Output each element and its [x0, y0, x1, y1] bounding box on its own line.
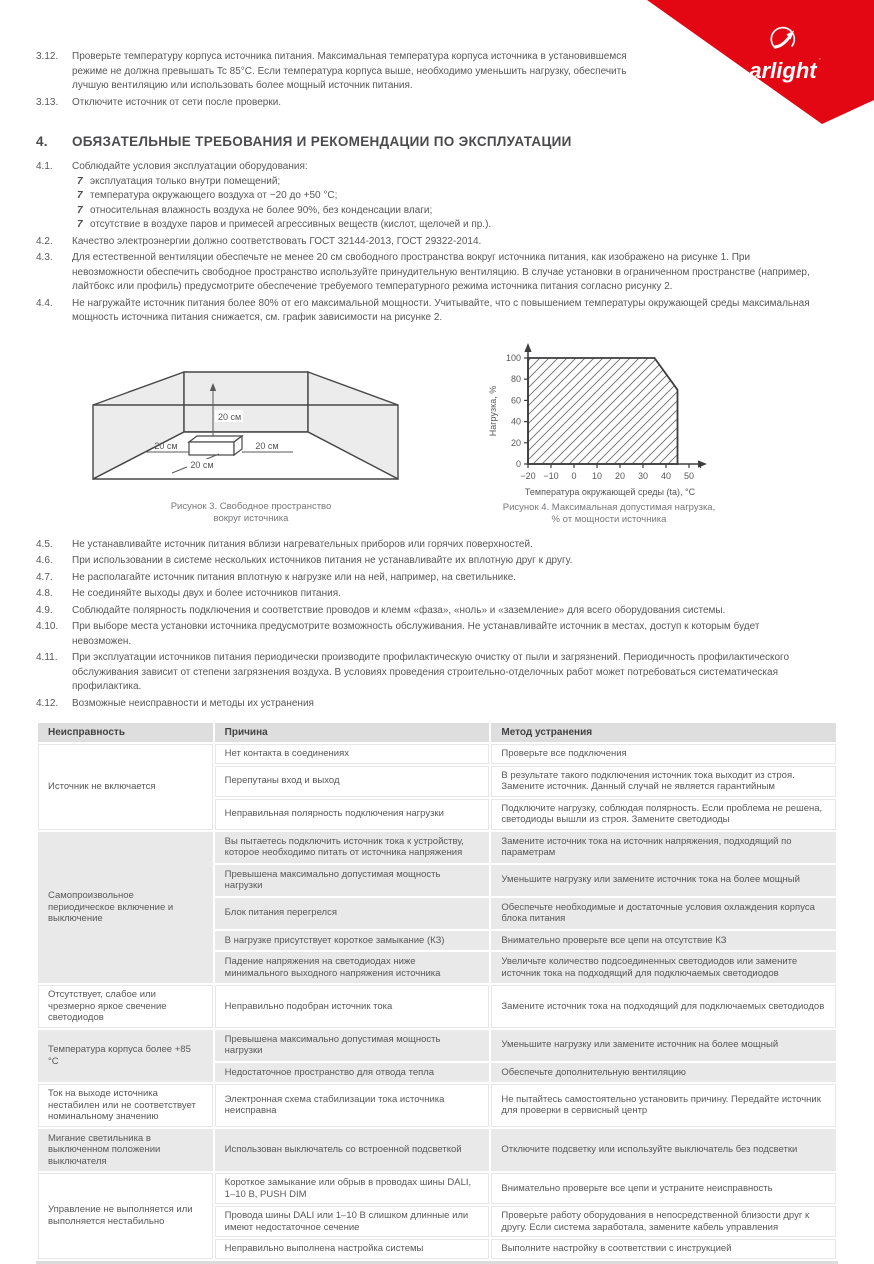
- bullet-item: [72, 218, 491, 233]
- list-item: [36, 538, 838, 553]
- list-item: [36, 620, 838, 649]
- table-row: [38, 1129, 836, 1172]
- dim-label-left: 20 см: [154, 440, 178, 451]
- cause-cell: Вы пытаетесь подключить источник тока к устройству, которое необходимо питать от источника напряжения: [215, 832, 490, 863]
- item-number: 4.1.: [36, 161, 53, 172]
- item-number: 4.11.: [36, 652, 58, 663]
- list-item: [36, 235, 838, 250]
- section4-heading: [36, 134, 838, 149]
- cause-cell: Неправильно подобран источник тока: [215, 985, 490, 1028]
- item-number: 4.4.: [36, 297, 53, 309]
- brand-wordmark: arlight: [749, 58, 817, 83]
- bullet-text: температура окружающего воздуха от −20 до +50 °C;: [90, 190, 338, 201]
- bullet-item: [72, 175, 491, 190]
- item-number: 3.12.: [36, 51, 59, 62]
- figure4-chart: [484, 342, 734, 500]
- cause-cell: Короткое замыкание или обрыв в проводах шины DALI, 1–10 В, PUSH DIM: [215, 1173, 490, 1204]
- x-tick-label: 40: [660, 470, 672, 481]
- table-row: [38, 1084, 836, 1127]
- trademark-mark: ’: [819, 57, 821, 66]
- table-row: [38, 1030, 836, 1061]
- fix-cell: Обеспечьте дополнительную вентиляцию: [491, 1063, 836, 1083]
- cause-cell: Превышена максимально допустимая мощность нагрузки: [215, 1030, 490, 1061]
- item-number: 4.9.: [36, 604, 53, 616]
- fault-cell: Отсутствует, слабое или чрезмерно яркое свечение светодиодов: [38, 985, 213, 1028]
- list-item: [36, 587, 838, 602]
- item-text: При эксплуатации источников питания периодически производите профилактическую очистку от пыли и загрязнений. Периодичность профилактического обслуживания зависит от степени загрязнения воздуха. В условиях проведения строительно-отделочных работ может потребоваться систематическая профилактика.: [72, 652, 790, 692]
- cause-cell: Недостаточное пространство для отвода тепла: [215, 1063, 490, 1083]
- item-text: Соблюдайте условия эксплуатации оборудования: 7 эксплуатация только внутри помещений; 7 температура окружающего воздуха от −20 до +50 °C; 7 относительная влажность воздуха не более 90%, без конденсации влаги; 7 отсутствие в воздухе паров и примесей агрессивных веществ (кислот, щелочей и пр.).: [72, 160, 491, 233]
- cause-cell: Неправильная полярность подключения нагрузки: [215, 799, 490, 830]
- chart-x-axis-label: Температура окружающей среды (ta), °C: [524, 486, 696, 497]
- table-bottom-rule: [36, 1261, 838, 1264]
- x-tick-label: 20: [614, 470, 626, 481]
- section4-items-bottom: [36, 538, 838, 712]
- y-tick-label: 0: [515, 458, 521, 469]
- table-row: [38, 985, 836, 1028]
- bullet-text: отсутствие в воздухе паров и примесей агрессивных веществ (кислот, щелочей и пр.).: [90, 219, 492, 230]
- item-text: Не располагайте источник питания вплотную к нагрузке или на ней, например, на светильнике.: [72, 571, 517, 583]
- x-tick-label: 30: [637, 470, 649, 481]
- arrow-bullet-icon: 7: [77, 219, 83, 230]
- item-number: 4.10.: [36, 621, 59, 632]
- fix-cell: Подключите нагрузку, соблюдая полярность. Если проблема не решена, светодиоды вышли из строя. Замените светодиоды: [491, 799, 836, 830]
- y-tick-label: 20: [510, 437, 521, 448]
- bullet-list: [72, 175, 491, 233]
- table-row: [38, 1173, 836, 1204]
- dim-label-front: 20 см: [190, 459, 214, 470]
- fix-cell: Увеличьте количество подсоединенных светодиодов или замените источник тока на подходящий для подключаемых светодиодов: [491, 952, 836, 983]
- y-tick-label: 40: [510, 416, 521, 427]
- cause-cell: Падение напряжения на светодиодах ниже минимального выходного напряжения источника: [215, 952, 490, 983]
- cause-cell: Провода шины DALI или 1–10 В слишком длинные или имеют недостаточное сечение: [215, 1206, 490, 1237]
- table-header-row: [38, 723, 836, 742]
- list-item: [36, 554, 838, 569]
- y-tick-label: 60: [510, 394, 521, 405]
- fix-cell: Уменьшите нагрузку или замените источник тока на более мощный: [491, 865, 836, 896]
- item-text: При использовании в системе нескольких источников питания не устанавливайте их вплотную друг к другу.: [72, 555, 573, 566]
- chart-y-axis-label: Нагрузка, %: [488, 385, 498, 436]
- section-number: 4.: [36, 134, 48, 149]
- item-number: 4.12.: [36, 697, 59, 709]
- section-title: ОБЯЗАТЕЛЬНЫЕ ТРЕБОВАНИЯ И РЕКОМЕНДАЦИИ ПО ЭКСПЛУАТАЦИИ: [72, 134, 572, 149]
- arrow-bullet-icon: 7: [77, 190, 83, 201]
- fix-cell: Уменьшите нагрузку или замените источник на более мощный: [491, 1030, 836, 1061]
- item-text: При выборе места установки источника предусмотрите возможность обслуживания. Не устанавливайте источник в местах, доступ к которым будет невозможен.: [72, 621, 760, 647]
- x-tick-label: −10: [543, 470, 559, 481]
- troubleshooting-table: [36, 721, 838, 1261]
- item-text: Для естественной вентиляции обеспечьте не менее 20 см свободного пространства вокруг источника питания, как изображено на рисунке 1. При невозможности обеспечить свободное пространство используйте принудительную вентиляцию. В случае установки в ограниченном пространстве (например, лайтбокс или профиль) предусмотрите обеспечение требуемого температурного режима источника питания согласно рисунку 2.: [72, 252, 810, 292]
- figure4-block: [476, 342, 742, 526]
- bullet-item: [72, 189, 491, 204]
- y-axis-arrow: [524, 343, 531, 352]
- fix-cell: Проверьте все подключения: [491, 744, 836, 764]
- figures-row: [78, 342, 838, 526]
- cause-cell: Нет контакта в соединениях: [215, 744, 490, 764]
- room-back-face: [184, 372, 308, 432]
- item-number: 4.6.: [36, 555, 53, 566]
- item-number: 4.8.: [36, 588, 53, 599]
- y-tick-label: 80: [510, 373, 521, 384]
- section4-items-top: [36, 160, 838, 326]
- fault-cell: Источник не включается: [38, 744, 213, 830]
- cause-cell: Неправильно выполнена настройка системы: [215, 1239, 490, 1259]
- y-tick-label: 100: [505, 352, 521, 363]
- figure4-caption: Рисунок 4. Максимальная допустимая нагрузка, % от мощности источника: [502, 501, 716, 525]
- item-text: Проверьте температуру корпуса источника питания. Максимальная температура корпуса источника в установившемся режиме не должна превышать Tc 85°C. Если температура корпуса выше, необходимо уменьшить нагрузку, обеспечить лучшую вентиляцию или использовать более мощный источник питания.: [72, 51, 627, 91]
- dim-label-top: 20 см: [218, 411, 242, 422]
- cause-cell: Перепутаны вход и выход: [215, 766, 490, 797]
- fix-cell: Выполните настройку в соответствии с инструкцией: [491, 1239, 836, 1259]
- list-item: [36, 251, 838, 295]
- fix-cell: Не пытайтесь самостоятельно установить причину. Передайте источник для проверки в сервисный центр: [491, 1084, 836, 1127]
- header-fault: Неисправность: [38, 723, 213, 742]
- power-supply-box: [189, 436, 242, 455]
- cause-cell: В нагрузке присутствует короткое замыкание (КЗ): [215, 931, 490, 951]
- header-cause: Причина: [215, 723, 490, 742]
- fix-cell: Отключите подсветку или используйте выключатель без подсветки: [491, 1129, 836, 1172]
- fix-cell: Проверьте работу оборудования в непосредственной близости друг к другу. Если система заработала, замените кабель управления: [491, 1206, 836, 1237]
- list-item: [36, 604, 838, 619]
- fix-cell: Замените источник тока на подходящий для подключаемых светодиодов: [491, 985, 836, 1028]
- item-text: Возможные неисправности и методы их устранения: [72, 697, 314, 709]
- table-row: [38, 832, 836, 863]
- x-axis-arrow: [698, 460, 707, 467]
- fix-cell: Замените источник тока на источник напряжения, подходящий по параметрам: [491, 832, 836, 863]
- item-text: Соблюдайте полярность подключения и соответствие проводов и клемм «фаза», «ноль» и «заземление» для всего оборудования системы.: [72, 604, 726, 616]
- list-item: [36, 571, 838, 586]
- item-number: 4.2.: [36, 235, 53, 247]
- item-text: Отключите источник от сети после проверки.: [72, 96, 282, 108]
- figure3-diagram: [86, 342, 416, 492]
- fault-cell: Самопроизвольное периодическое включение и выключение: [38, 832, 213, 984]
- table-row: [38, 744, 836, 764]
- x-tick-label: −20: [520, 470, 536, 481]
- item-number: 4.3.: [36, 252, 53, 263]
- item-number: 3.13.: [36, 96, 59, 108]
- item-text: Не устанавливайте источник питания вблизи нагревательных приборов или горячих поверхностей.: [72, 538, 533, 550]
- fault-cell: Мигание светильника в выключенном положении выключателя: [38, 1129, 213, 1172]
- fix-cell: Обеспечьте необходимые и достаточные условия охлаждения корпуса блока питания: [491, 898, 836, 929]
- list-item: [36, 160, 838, 233]
- cause-cell: Электронная схема стабилизации тока источника неисправна: [215, 1084, 490, 1127]
- x-tick-label: 0: [571, 470, 577, 481]
- cause-cell: Использован выключатель со встроенной подсветкой: [215, 1129, 490, 1172]
- derating-area: [528, 358, 678, 464]
- chart-plot-area: [506, 343, 707, 481]
- section3-list: [36, 50, 838, 110]
- fault-cell: Ток на выходе источника нестабилен или не соответствует номинальному значению: [38, 1084, 213, 1127]
- arrow-bullet-icon: 7: [77, 175, 83, 187]
- item-number: 4.5.: [36, 538, 53, 550]
- fix-cell: Внимательно проверьте все цепи на отсутствие КЗ: [491, 931, 836, 951]
- cause-cell: Блок питания перегрелся: [215, 898, 490, 929]
- list-item: [36, 651, 838, 695]
- fix-cell: Внимательно проверьте все цепи и устраните неисправность: [491, 1173, 836, 1204]
- fix-cell: В результате такого подключения источник тока выходит из строя. Замените источник. Данный случай не является гарантийным: [491, 766, 836, 797]
- figure3-caption: Рисунок 3. Свободное пространство вокруг источника: [170, 500, 332, 524]
- list-item: [36, 697, 838, 712]
- cause-cell: Превышена максимально допустимая мощность нагрузки: [215, 865, 490, 896]
- x-tick-label: 10: [591, 470, 603, 481]
- x-tick-label: 50: [683, 470, 695, 481]
- bullet-item: [72, 204, 491, 219]
- item-text: Качество электроэнергии должно соответствовать ГОСТ 32144-2013, ГОСТ 29322-2014.: [72, 235, 482, 247]
- item-number: 4.7.: [36, 571, 53, 583]
- bullet-text: относительная влажность воздуха не более 90%, без конденсации влаги;: [90, 204, 433, 216]
- list-item: [36, 96, 838, 111]
- item-text: Не нагружайте источник питания более 80% от его максимальной мощности. Учитывайте, что с повышением температуры окружающей среды максимальная мощность источника питания снижается, см. график зависимости на рисунке 2.: [72, 297, 810, 323]
- bullet-text: эксплуатация только внутри помещений;: [90, 175, 281, 187]
- dim-label-right: 20 см: [255, 440, 279, 451]
- item-text: Не соединяйте выходы двух и более источников питания.: [72, 588, 341, 599]
- list-item: [36, 297, 838, 326]
- list-item: [36, 50, 838, 94]
- figure3-block: [78, 342, 424, 525]
- fault-cell: Температура корпуса более +85 °C: [38, 1030, 213, 1083]
- header-fix: Метод устранения: [491, 723, 836, 742]
- fault-cell: Управление не выполняется или выполняется нестабильно: [38, 1173, 213, 1259]
- arrow-bullet-icon: 7: [77, 204, 83, 216]
